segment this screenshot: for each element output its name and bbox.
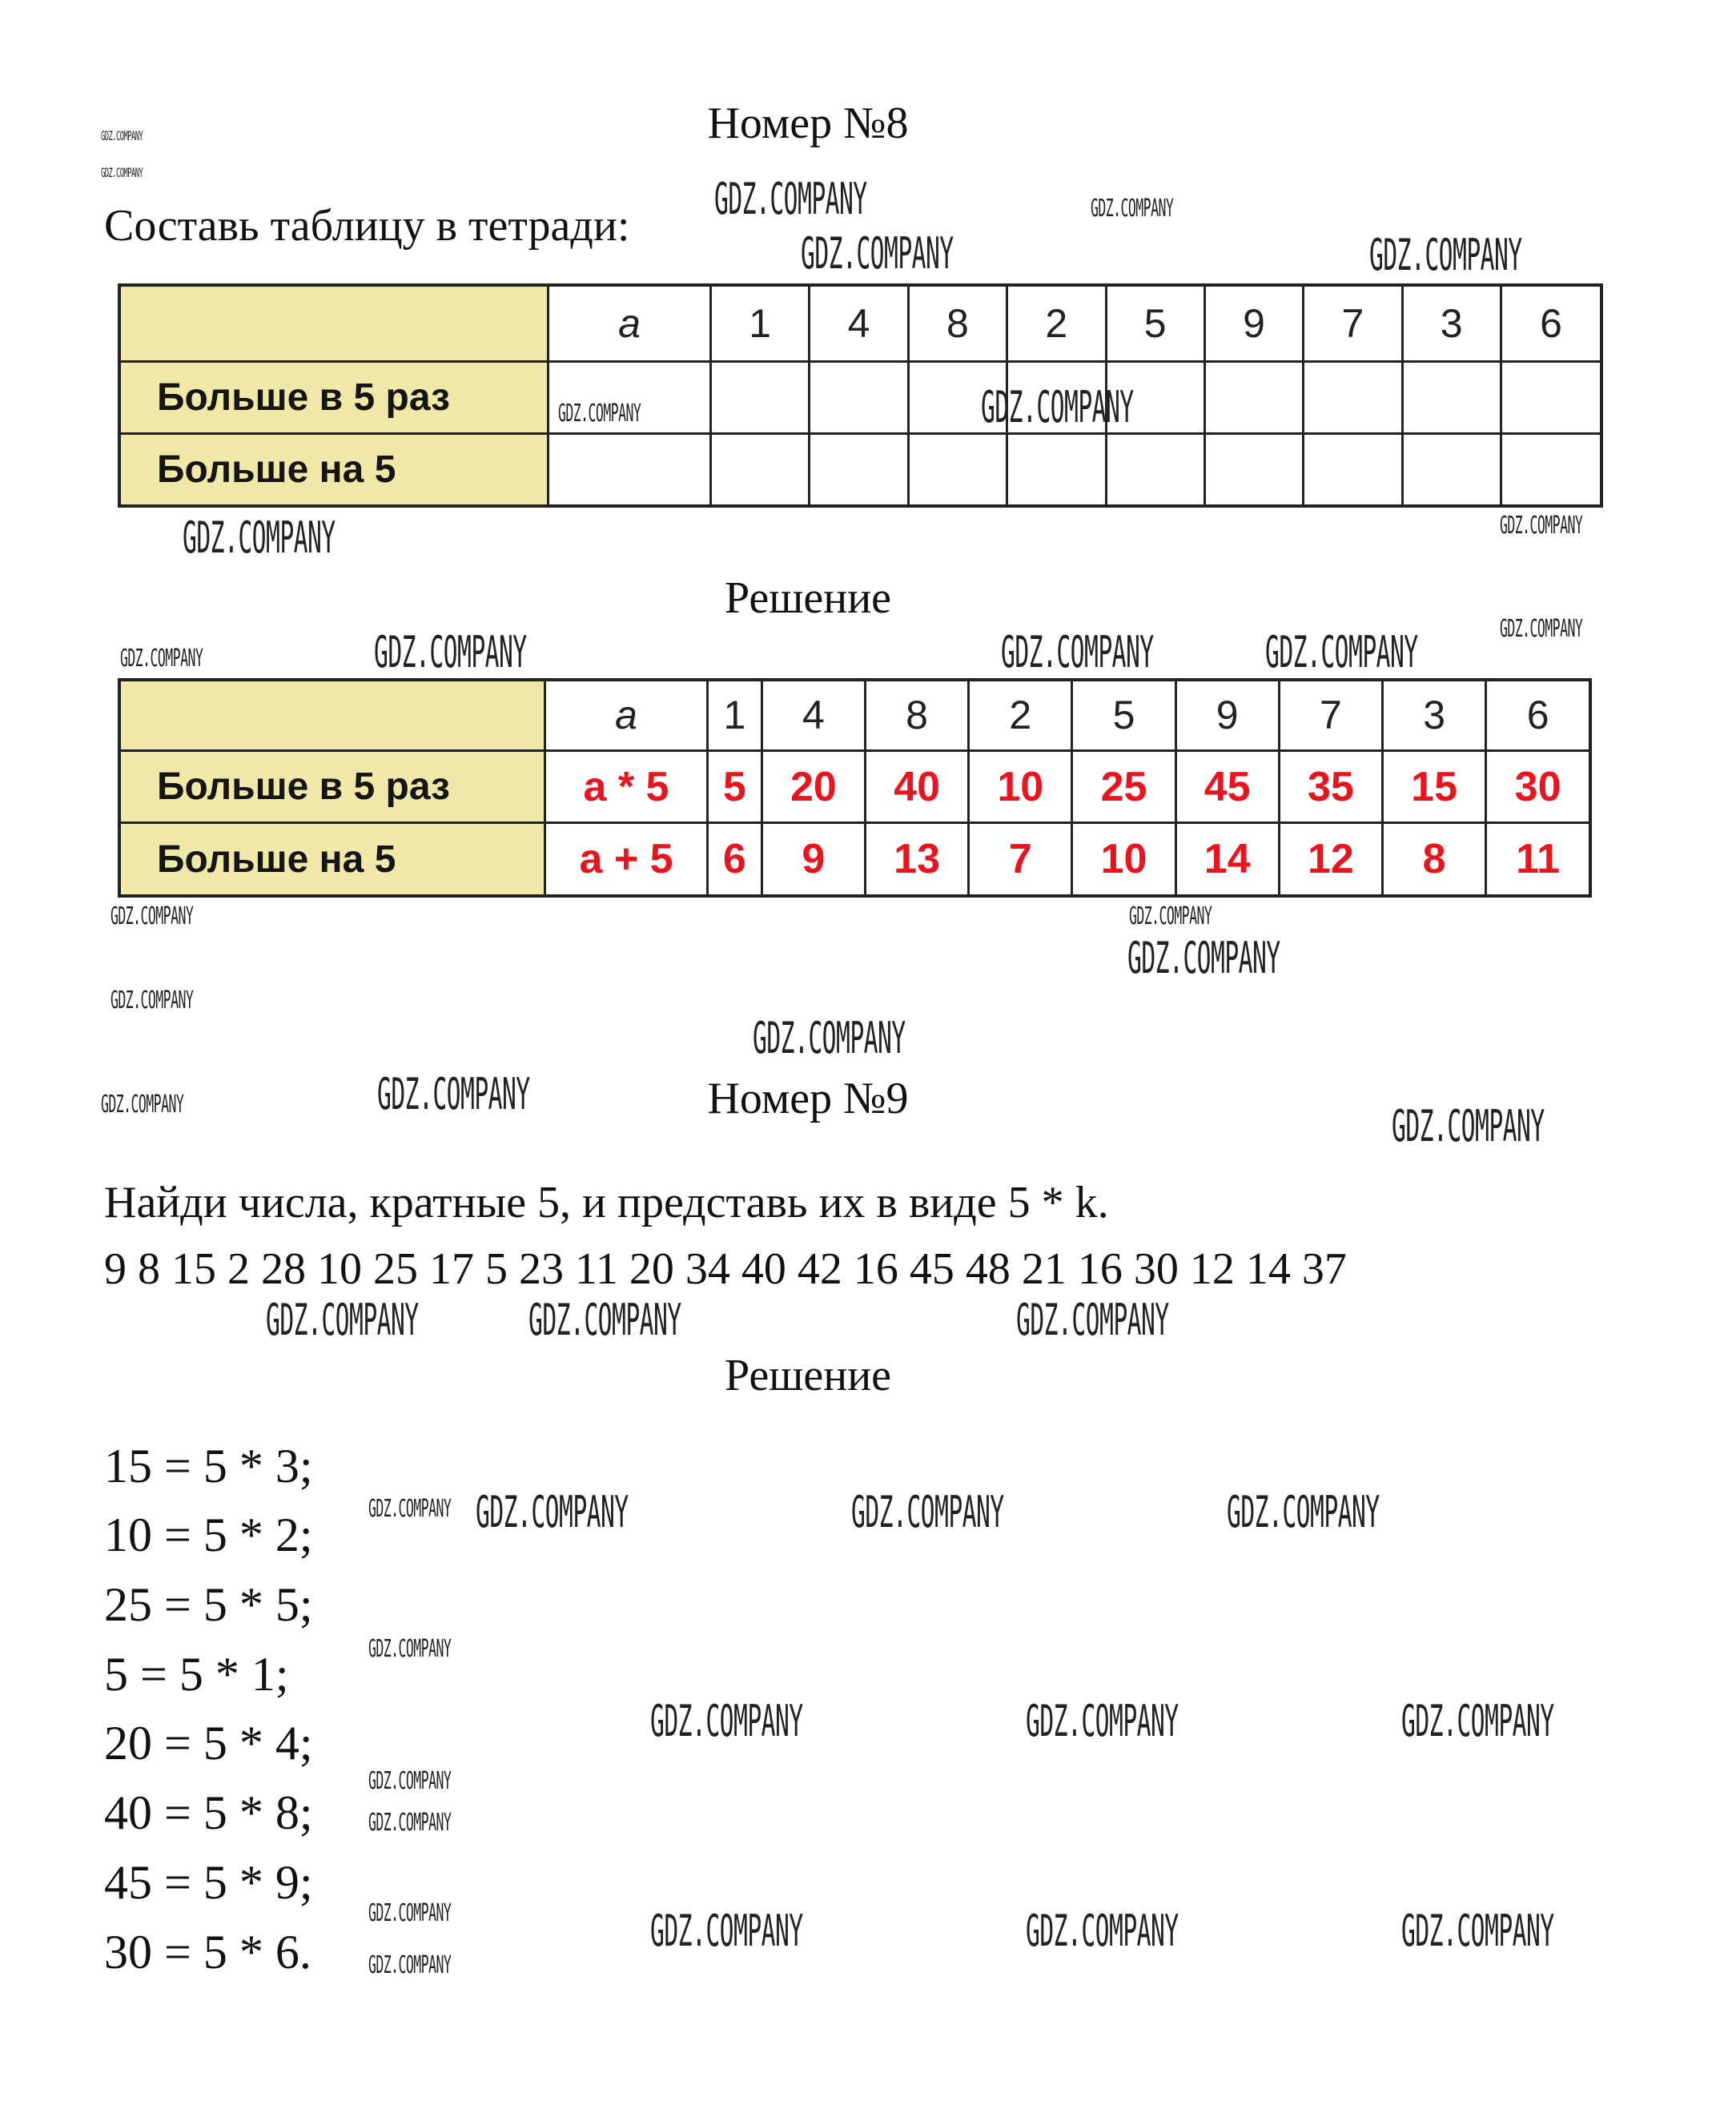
watermark: GDZ.COMPANY [981, 382, 1134, 432]
watermark: GDZ.COMPANY [111, 902, 194, 930]
watermark: GDZ.COMPANY [1369, 230, 1522, 280]
header-cell: 6 [1501, 285, 1602, 361]
header-cell: 3 [1383, 680, 1486, 750]
watermark: GDZ.COMPANY [1129, 902, 1212, 930]
empty-cell [1304, 361, 1402, 433]
answer-cell: 11 [1486, 823, 1590, 896]
empty-cell [711, 361, 810, 433]
watermark: GDZ.COMPANY [801, 228, 954, 279]
watermark: GDZ.COMPANY [753, 1013, 906, 1063]
answer-cell: 25 [1072, 750, 1175, 822]
header-cell: 1 [708, 680, 762, 750]
watermark: GDZ.COMPANY [374, 627, 527, 677]
solution-line: 40 = 5 * 8; [104, 1786, 313, 1839]
watermark: GDZ.COMPANY [714, 174, 867, 224]
header-cell: 7 [1304, 285, 1402, 361]
empty-cell [1501, 361, 1602, 433]
watermark: GDZ.COMPANY [1026, 1906, 1179, 1956]
watermark: GDZ.COMPANY [1016, 1295, 1169, 1345]
header-cell: 1 [711, 285, 810, 361]
watermark: GDZ.COMPANY [1227, 1487, 1380, 1537]
answer-cell: 10 [1072, 823, 1175, 896]
watermark: GDZ.COMPANY [851, 1487, 1004, 1537]
table-row [119, 361, 1601, 433]
answer-cell: 10 [969, 750, 1072, 822]
header-cell: 4 [810, 285, 908, 361]
header-cell: 8 [865, 680, 968, 750]
corner-cell [119, 680, 545, 750]
solution-table [118, 678, 1592, 898]
solution-line: 10 = 5 * 2; [104, 1508, 313, 1561]
watermark: GDZ.COMPANY [377, 1069, 530, 1119]
watermark: GDZ.COMPANY [183, 512, 336, 563]
empty-cell [810, 433, 908, 506]
task8-title: Номер №8 [707, 98, 909, 148]
answer-cell: 9 [762, 823, 865, 896]
answer-cell: 14 [1175, 823, 1279, 896]
table-row [119, 750, 1590, 822]
header-cell: a [545, 680, 708, 750]
row-label: Больше в 5 раз [119, 750, 545, 822]
empty-cell [1204, 433, 1303, 506]
answer-cell: 45 [1175, 750, 1279, 822]
header-cell: 9 [1204, 285, 1303, 361]
answer-cell: 30 [1486, 750, 1590, 822]
watermark: GDZ.COMPANY [111, 986, 194, 1014]
empty-cell [711, 433, 810, 506]
solution-line: 25 = 5 * 5; [104, 1578, 313, 1631]
answer-cell: 12 [1279, 823, 1382, 896]
header-cell: 6 [1486, 680, 1590, 750]
answer-cell: 40 [865, 750, 968, 822]
solution-line: 5 = 5 * 1; [104, 1648, 289, 1701]
empty-cell [1501, 433, 1602, 506]
row-label: Больше на 5 [119, 433, 549, 506]
header-cell: 8 [908, 285, 1007, 361]
watermark: GDZ.COMPANY [101, 128, 143, 143]
watermark: GDZ.COMPANY [266, 1295, 419, 1345]
empty-cell [1402, 433, 1501, 506]
header-cell: 4 [762, 680, 865, 750]
watermark: GDZ.COMPANY [368, 1767, 452, 1795]
answer-cell: 35 [1279, 750, 1382, 822]
empty-cell [908, 433, 1007, 506]
watermark: GDZ.COMPANY [1500, 512, 1583, 540]
answer-cell: 13 [865, 823, 968, 896]
task9-title: Номер №9 [707, 1074, 909, 1123]
task8-prompt: Составь таблицу в тетради: [104, 201, 630, 251]
solution-line: 45 = 5 * 9; [104, 1856, 313, 1909]
header-cell: 5 [1072, 680, 1175, 750]
table-row [119, 433, 1601, 506]
watermark: GDZ.COMPANY [120, 645, 203, 673]
watermark: GDZ.COMPANY [1001, 627, 1154, 677]
answer-cell: 5 [708, 750, 762, 822]
header-cell: 9 [1175, 680, 1279, 750]
empty-cell [1106, 433, 1204, 506]
answer-cell: 8 [1383, 823, 1486, 896]
solution-line: 30 = 5 * 6. [104, 1926, 311, 1978]
watermark: GDZ.COMPANY [528, 1295, 681, 1345]
task9-numbers: 9 8 15 2 28 10 25 17 5 23 11 20 34 40 42 16 45 48 21 16 30 12 14 37 [104, 1244, 1347, 1294]
watermark: GDZ.COMPANY [1026, 1696, 1179, 1746]
watermark: GDZ.COMPANY [1401, 1906, 1554, 1956]
answer-cell: 6 [708, 823, 762, 896]
header-row [119, 285, 1601, 361]
empty-cell [1007, 433, 1106, 506]
watermark: GDZ.COMPANY [368, 1809, 452, 1837]
watermark: GDZ.COMPANY [368, 1635, 452, 1663]
watermark: GDZ.COMPANY [368, 1951, 452, 1979]
answer-cell: 7 [969, 823, 1072, 896]
watermark: GDZ.COMPANY [1127, 933, 1280, 983]
watermark: GDZ.COMPANY [650, 1696, 803, 1746]
empty-cell [549, 433, 711, 506]
empty-cell [1402, 361, 1501, 433]
task8-solution-title: Решение [724, 573, 892, 623]
answer-cell: 20 [762, 750, 865, 822]
watermark: GDZ.COMPANY [1401, 1696, 1554, 1746]
answer-cell: a * 5 [545, 750, 708, 822]
header-cell: 5 [1106, 285, 1204, 361]
watermark: GDZ.COMPANY [1091, 195, 1174, 223]
watermark: GDZ.COMPANY [368, 1495, 452, 1523]
watermark: GDZ.COMPANY [558, 400, 641, 428]
row-label: Больше в 5 раз [119, 361, 549, 433]
watermark: GDZ.COMPANY [101, 1091, 184, 1119]
watermark: GDZ.COMPANY [101, 165, 143, 180]
table-row [119, 823, 1590, 896]
header-cell: a [549, 285, 711, 361]
task9-prompt: Найди числа, кратные 5, и представь их в виде 5 * k. [104, 1178, 1109, 1227]
empty-cell [1204, 361, 1303, 433]
task9-solution-title: Решение [724, 1351, 892, 1400]
answer-cell: a + 5 [545, 823, 708, 896]
solution-line: 20 = 5 * 4; [104, 1717, 313, 1770]
row-label: Больше на 5 [119, 823, 545, 896]
watermark: GDZ.COMPANY [368, 1899, 452, 1927]
watermark: GDZ.COMPANY [650, 1906, 803, 1956]
header-cell: 2 [1007, 285, 1106, 361]
solution-line: 15 = 5 * 3; [104, 1440, 313, 1492]
header-cell: 7 [1279, 680, 1382, 750]
header-row [119, 680, 1590, 750]
empty-cell [1304, 433, 1402, 506]
watermark: GDZ.COMPANY [476, 1487, 629, 1537]
header-cell: 2 [969, 680, 1072, 750]
watermark: GDZ.COMPANY [1500, 615, 1583, 643]
answer-cell: 15 [1383, 750, 1486, 822]
corner-cell [119, 285, 549, 361]
empty-cell [810, 361, 908, 433]
empty-table [118, 283, 1603, 508]
watermark: GDZ.COMPANY [1265, 627, 1418, 677]
header-cell: 3 [1402, 285, 1501, 361]
watermark: GDZ.COMPANY [1392, 1101, 1545, 1151]
